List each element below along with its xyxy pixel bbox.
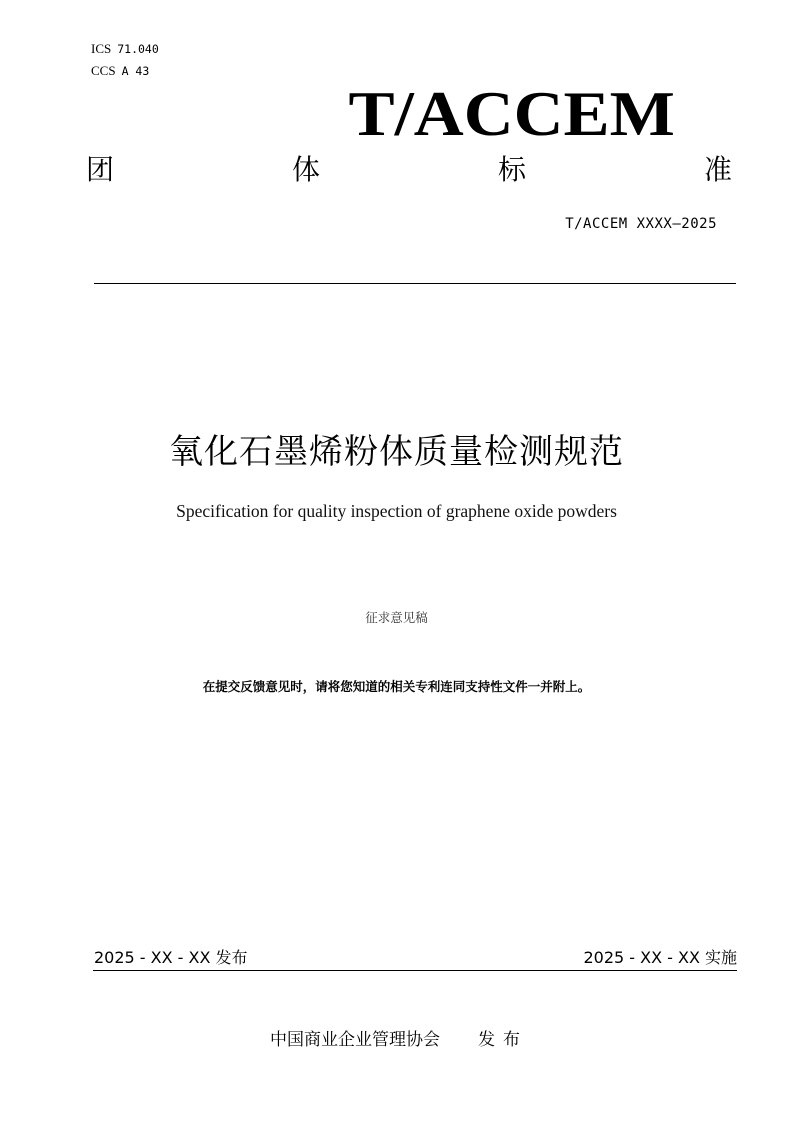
standard-number: T/ACCEM XXXX—2025 xyxy=(565,216,717,232)
publisher-name: 中国商业企业管理协会 xyxy=(270,1030,440,1050)
ics-value: 71.040 xyxy=(117,42,159,56)
standard-type-char: 体 xyxy=(291,153,320,186)
draft-label: 征求意见稿 xyxy=(365,610,428,625)
ccs-value: A 43 xyxy=(121,64,150,78)
standard-type-char: 标 xyxy=(497,153,526,186)
top-divider xyxy=(94,283,736,284)
standard-type xyxy=(86,152,732,188)
ccs-code xyxy=(91,60,159,82)
document-title-english: Specification for quality inspection of graphene oxide powders xyxy=(176,501,617,521)
bottom-divider xyxy=(93,970,737,971)
brand-logo-text: T/ACCEM xyxy=(348,78,675,149)
ccs-label: CCS xyxy=(91,63,116,78)
document-title-chinese: 氧化石墨烯粉体质量检测规范 xyxy=(169,432,624,472)
publish-date: 2025 - XX - XX 发布 xyxy=(94,948,248,967)
ics-code xyxy=(91,38,159,60)
ics-label: ICS xyxy=(91,41,112,56)
publisher-action: 发布 xyxy=(478,1030,528,1050)
implement-date: 2025 - XX - XX 实施 xyxy=(583,948,737,967)
patent-notice: 在提交反馈意见时，请将您知道的相关专利连同支持性文件一并附上。 xyxy=(202,679,591,694)
classification-codes xyxy=(91,38,159,82)
standard-type-char: 团 xyxy=(86,153,115,186)
standard-type-char: 准 xyxy=(703,153,732,186)
publisher xyxy=(270,1025,528,1050)
